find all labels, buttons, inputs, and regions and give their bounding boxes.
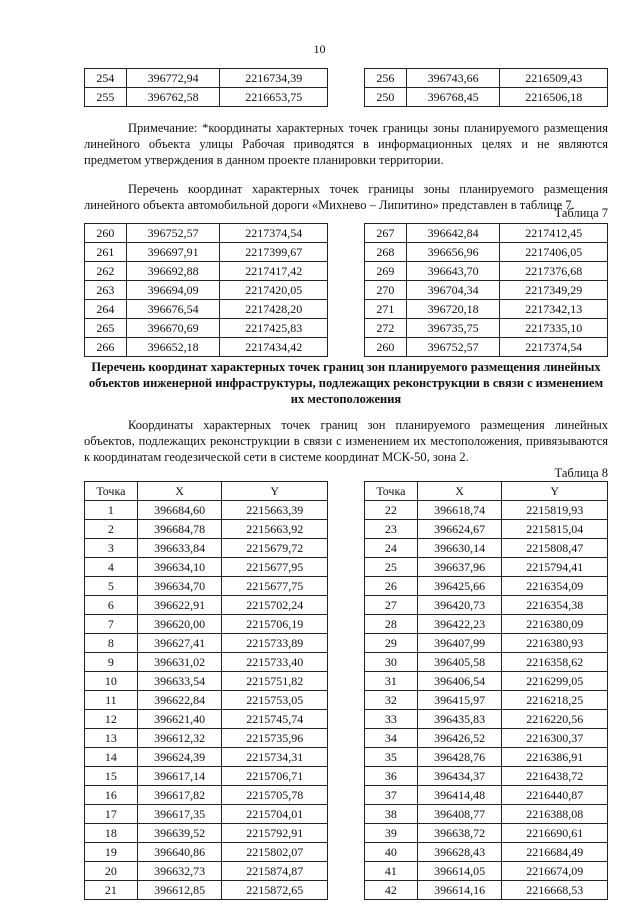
- y-coordinate-cell: 2215702,24: [222, 596, 328, 615]
- x-coordinate-cell: 396642,84: [406, 224, 500, 243]
- table-row: [365, 501, 608, 520]
- point-number-cell: 32: [365, 691, 418, 710]
- table-row: [85, 501, 328, 520]
- table-row: [365, 596, 608, 615]
- x-coordinate-cell: 396612,85: [137, 881, 222, 900]
- point-number-cell: 1: [85, 501, 138, 520]
- point-number-cell: 2: [85, 520, 138, 539]
- y-coordinate-cell: 2215706,71: [222, 767, 328, 786]
- x-coordinate-cell: 396638,72: [417, 824, 502, 843]
- y-coordinate-cell: 2216380,93: [502, 634, 608, 653]
- x-coordinate-cell: 396414,48: [417, 786, 502, 805]
- y-coordinate-cell: 2217349,29: [500, 281, 608, 300]
- y-coordinate-cell: 2215677,75: [222, 577, 328, 596]
- point-number-cell: 260: [85, 224, 127, 243]
- point-number-cell: 18: [85, 824, 138, 843]
- table-row: [85, 69, 328, 88]
- table-row: [365, 691, 608, 710]
- y-coordinate-cell: 2216220,56: [502, 710, 608, 729]
- table-row: [85, 262, 328, 281]
- table-row: [85, 710, 328, 729]
- y-coordinate-cell: 2215663,92: [222, 520, 328, 539]
- y-coordinate-cell: 2215733,89: [222, 634, 328, 653]
- x-coordinate-cell: 396762,58: [126, 88, 220, 107]
- x-coordinate-cell: 396624,67: [417, 520, 502, 539]
- table-row: [85, 843, 328, 862]
- x-coordinate-cell: 396694,09: [126, 281, 220, 300]
- y-coordinate-cell: 2215794,41: [502, 558, 608, 577]
- table-row: [365, 88, 608, 107]
- y-coordinate-cell: 2215815,04: [502, 520, 608, 539]
- x-coordinate-cell: 396614,16: [417, 881, 502, 900]
- x-coordinate-cell: 396624,39: [137, 748, 222, 767]
- list-intro-paragraph: Перечень координат характерных точек границы зоны планируемого размещения линейного объекта автомобильной дороги «Михнево – Липитино» представлен в таблице 7.: [84, 182, 608, 212]
- point-number-cell: 17: [85, 805, 138, 824]
- x-coordinate-cell: 396425,66: [417, 577, 502, 596]
- table-row: [365, 558, 608, 577]
- y-coordinate-cell: 2215735,96: [222, 729, 328, 748]
- x-coordinate-cell: 396426,52: [417, 729, 502, 748]
- table-row: [85, 243, 328, 262]
- x-coordinate-cell: 396692,88: [126, 262, 220, 281]
- x-coordinate-cell: 396637,96: [417, 558, 502, 577]
- table8-caption: Таблица 8: [554, 466, 608, 480]
- section-paragraph: Координаты характерных точек границ зон планируемого размещения линейных объектов, подлежащих реконструкции в связи с изменением их местоположения, привязываются к координатам геодезической сети в системе координат МСК-50, зона 2.: [84, 418, 608, 464]
- point-number-cell: 254: [85, 69, 127, 88]
- x-coordinate-cell: 396670,69: [126, 319, 220, 338]
- y-coordinate-cell: 2217428,20: [220, 300, 328, 319]
- point-number-cell: 28: [365, 615, 418, 634]
- table-row: [85, 653, 328, 672]
- table-row: [85, 729, 328, 748]
- table-row: [85, 88, 328, 107]
- table-row: [85, 596, 328, 615]
- x-coordinate-cell: 396634,70: [137, 577, 222, 596]
- y-coordinate-cell: 2217342,13: [500, 300, 608, 319]
- x-coordinate-cell: 396407,99: [417, 634, 502, 653]
- x-coordinate-cell: 396676,54: [126, 300, 220, 319]
- y-coordinate-cell: 2216218,25: [502, 691, 608, 710]
- x-coordinate-cell: 396634,10: [137, 558, 222, 577]
- x-coordinate-cell: 396405,58: [417, 653, 502, 672]
- point-number-cell: 270: [365, 281, 407, 300]
- table8-right: [364, 481, 608, 900]
- x-coordinate-cell: 396420,73: [417, 596, 502, 615]
- x-coordinate-cell: 396772,94: [126, 69, 220, 88]
- point-number-cell: 260: [365, 338, 407, 357]
- point-number-cell: 23: [365, 520, 418, 539]
- point-number-cell: 29: [365, 634, 418, 653]
- y-coordinate-cell: 2215705,78: [222, 786, 328, 805]
- y-coordinate-cell: 2217420,05: [220, 281, 328, 300]
- x-coordinate-cell: 396752,57: [406, 338, 500, 357]
- table-row: [85, 319, 328, 338]
- table-row: [365, 224, 608, 243]
- table-row: [85, 539, 328, 558]
- point-number-cell: 250: [365, 88, 407, 107]
- point-number-cell: 30: [365, 653, 418, 672]
- page-number: 10: [313, 42, 326, 56]
- x-coordinate-cell: 396684,60: [137, 501, 222, 520]
- point-number-cell: 25: [365, 558, 418, 577]
- y-coordinate-cell: 2215751,82: [222, 672, 328, 691]
- table-header-row: [365, 482, 608, 501]
- table-row: [365, 615, 608, 634]
- point-number-cell: 16: [85, 786, 138, 805]
- y-coordinate-cell: 2216684,49: [502, 843, 608, 862]
- point-number-cell: 262: [85, 262, 127, 281]
- y-coordinate-cell: 2215792,91: [222, 824, 328, 843]
- point-number-cell: 11: [85, 691, 138, 710]
- y-coordinate-cell: 2215745,74: [222, 710, 328, 729]
- y-coordinate-cell: 2216674,09: [502, 862, 608, 881]
- table-row: [365, 319, 608, 338]
- table-row: [85, 862, 328, 881]
- x-coordinate-cell: 396633,54: [137, 672, 222, 691]
- y-coordinate-cell: 2216734,39: [220, 69, 328, 88]
- point-number-cell: 10: [85, 672, 138, 691]
- x-coordinate-cell: 396618,74: [417, 501, 502, 520]
- y-coordinate-cell: 2217399,67: [220, 243, 328, 262]
- x-coordinate-cell: 396630,14: [417, 539, 502, 558]
- table-row: [365, 805, 608, 824]
- y-coordinate-cell: 2216354,38: [502, 596, 608, 615]
- point-number-cell: 5: [85, 577, 138, 596]
- x-coordinate-cell: 396720,18: [406, 300, 500, 319]
- table-row: [365, 539, 608, 558]
- point-number-cell: 22: [365, 501, 418, 520]
- point-number-cell: 35: [365, 748, 418, 767]
- y-coordinate-cell: 2215819,93: [502, 501, 608, 520]
- point-number-cell: 272: [365, 319, 407, 338]
- table-row: [365, 520, 608, 539]
- y-coordinate-cell: 2216668,53: [502, 881, 608, 900]
- x-coordinate-cell: 396422,23: [417, 615, 502, 634]
- x-coordinate-cell: 396768,45: [406, 88, 500, 107]
- x-coordinate-cell: 396627,41: [137, 634, 222, 653]
- point-number-cell: 31: [365, 672, 418, 691]
- table-row: [85, 786, 328, 805]
- table-row: [365, 843, 608, 862]
- point-number-cell: 19: [85, 843, 138, 862]
- table-row: [365, 786, 608, 805]
- y-coordinate-cell: 2216653,75: [220, 88, 328, 107]
- point-number-cell: 24: [365, 539, 418, 558]
- x-coordinate-cell: 396684,78: [137, 520, 222, 539]
- y-coordinate-cell: 2216509,43: [500, 69, 608, 88]
- column-header: X: [137, 482, 222, 501]
- y-coordinate-cell: 2215872,65: [222, 881, 328, 900]
- table-row: [365, 824, 608, 843]
- table-row: [365, 69, 608, 88]
- point-number-cell: 261: [85, 243, 127, 262]
- y-coordinate-cell: 2215733,40: [222, 653, 328, 672]
- y-coordinate-cell: 2215753,05: [222, 691, 328, 710]
- y-coordinate-cell: 2217374,54: [500, 338, 608, 357]
- y-coordinate-cell: 2217434,42: [220, 338, 328, 357]
- point-number-cell: 20: [85, 862, 138, 881]
- table-row: [85, 824, 328, 843]
- y-coordinate-cell: 2216388,08: [502, 805, 608, 824]
- y-coordinate-cell: 2216358,62: [502, 653, 608, 672]
- point-number-cell: 7: [85, 615, 138, 634]
- table-row: [85, 224, 328, 243]
- x-coordinate-cell: 396617,82: [137, 786, 222, 805]
- y-coordinate-cell: 2216440,87: [502, 786, 608, 805]
- x-coordinate-cell: 396752,57: [126, 224, 220, 243]
- column-header: X: [417, 482, 502, 501]
- x-coordinate-cell: 396406,54: [417, 672, 502, 691]
- y-coordinate-cell: 2215874,87: [222, 862, 328, 881]
- table-row: [365, 634, 608, 653]
- y-coordinate-cell: 2215663,39: [222, 501, 328, 520]
- point-number-cell: 4: [85, 558, 138, 577]
- top-table-right: [364, 68, 608, 107]
- point-number-cell: 15: [85, 767, 138, 786]
- table-row: [365, 338, 608, 357]
- x-coordinate-cell: 396735,75: [406, 319, 500, 338]
- table-row: [365, 577, 608, 596]
- column-header: Точка: [365, 482, 418, 501]
- point-number-cell: 266: [85, 338, 127, 357]
- point-number-cell: 33: [365, 710, 418, 729]
- table-row: [85, 338, 328, 357]
- table-row: [85, 615, 328, 634]
- y-coordinate-cell: 2215734,31: [222, 748, 328, 767]
- point-number-cell: 255: [85, 88, 127, 107]
- table-row: [85, 748, 328, 767]
- y-coordinate-cell: 2215808,47: [502, 539, 608, 558]
- point-number-cell: 38: [365, 805, 418, 824]
- section-heading: Перечень координат характерных точек границ зон планируемого размещения линейных объектов инженерной инфраструктуры, подлежащих реконструкции в связи с изменением их местоположения: [88, 360, 604, 406]
- point-number-cell: 34: [365, 729, 418, 748]
- point-number-cell: 41: [365, 862, 418, 881]
- y-coordinate-cell: 2216386,91: [502, 748, 608, 767]
- point-number-cell: 13: [85, 729, 138, 748]
- point-number-cell: 39: [365, 824, 418, 843]
- table-row: [85, 672, 328, 691]
- table-row: [365, 881, 608, 900]
- x-coordinate-cell: 396643,70: [406, 262, 500, 281]
- point-number-cell: 3: [85, 539, 138, 558]
- table-row: [85, 634, 328, 653]
- table-row: [365, 281, 608, 300]
- x-coordinate-cell: 396743,66: [406, 69, 500, 88]
- x-coordinate-cell: 396622,91: [137, 596, 222, 615]
- x-coordinate-cell: 396628,43: [417, 843, 502, 862]
- point-number-cell: 271: [365, 300, 407, 319]
- point-number-cell: 6: [85, 596, 138, 615]
- table7-caption: Таблица 7: [554, 206, 608, 220]
- column-header: Y: [502, 482, 608, 501]
- point-number-cell: 12: [85, 710, 138, 729]
- table-row: [365, 767, 608, 786]
- table8-left: [84, 481, 328, 900]
- x-coordinate-cell: 396704,34: [406, 281, 500, 300]
- y-coordinate-cell: 2217335,10: [500, 319, 608, 338]
- table-row: [85, 520, 328, 539]
- y-coordinate-cell: 2215802,07: [222, 843, 328, 862]
- point-number-cell: 36: [365, 767, 418, 786]
- table-row: [85, 577, 328, 596]
- y-coordinate-cell: 2216299,05: [502, 672, 608, 691]
- x-coordinate-cell: 396614,05: [417, 862, 502, 881]
- x-coordinate-cell: 396639,52: [137, 824, 222, 843]
- table7-left: [84, 223, 328, 357]
- table-row: [365, 300, 608, 319]
- y-coordinate-cell: 2217374,54: [220, 224, 328, 243]
- table-row: [85, 881, 328, 900]
- table-row: [365, 672, 608, 691]
- table-row: [85, 281, 328, 300]
- y-coordinate-cell: 2217412,45: [500, 224, 608, 243]
- table-row: [365, 653, 608, 672]
- point-number-cell: 264: [85, 300, 127, 319]
- x-coordinate-cell: 396633,84: [137, 539, 222, 558]
- table-row: [365, 862, 608, 881]
- y-coordinate-cell: 2215679,72: [222, 539, 328, 558]
- y-coordinate-cell: 2216438,72: [502, 767, 608, 786]
- x-coordinate-cell: 396640,86: [137, 843, 222, 862]
- point-number-cell: 40: [365, 843, 418, 862]
- y-coordinate-cell: 2217376,68: [500, 262, 608, 281]
- x-coordinate-cell: 396617,35: [137, 805, 222, 824]
- y-coordinate-cell: 2216354,09: [502, 577, 608, 596]
- x-coordinate-cell: 396620,00: [137, 615, 222, 634]
- point-number-cell: 263: [85, 281, 127, 300]
- x-coordinate-cell: 396415,97: [417, 691, 502, 710]
- x-coordinate-cell: 396652,18: [126, 338, 220, 357]
- column-header: Y: [222, 482, 328, 501]
- table-row: [85, 300, 328, 319]
- point-number-cell: 268: [365, 243, 407, 262]
- x-coordinate-cell: 396697,91: [126, 243, 220, 262]
- point-number-cell: 14: [85, 748, 138, 767]
- x-coordinate-cell: 396656,96: [406, 243, 500, 262]
- y-coordinate-cell: 2216506,18: [500, 88, 608, 107]
- y-coordinate-cell: 2217406,05: [500, 243, 608, 262]
- y-coordinate-cell: 2215704,01: [222, 805, 328, 824]
- point-number-cell: 265: [85, 319, 127, 338]
- table-row: [365, 262, 608, 281]
- table7-right: [364, 223, 608, 357]
- y-coordinate-cell: 2215706,19: [222, 615, 328, 634]
- point-number-cell: 267: [365, 224, 407, 243]
- point-number-cell: 42: [365, 881, 418, 900]
- point-number-cell: 9: [85, 653, 138, 672]
- table-row: [85, 691, 328, 710]
- y-coordinate-cell: 2217417,42: [220, 262, 328, 281]
- point-number-cell: 256: [365, 69, 407, 88]
- table-row: [365, 243, 608, 262]
- y-coordinate-cell: 2216690,61: [502, 824, 608, 843]
- table-row: [365, 729, 608, 748]
- point-number-cell: 269: [365, 262, 407, 281]
- x-coordinate-cell: 396631,02: [137, 653, 222, 672]
- table-row: [85, 558, 328, 577]
- x-coordinate-cell: 396612,32: [137, 729, 222, 748]
- y-coordinate-cell: 2216380,09: [502, 615, 608, 634]
- point-number-cell: 8: [85, 634, 138, 653]
- table-header-row: [85, 482, 328, 501]
- table-row: [365, 710, 608, 729]
- y-coordinate-cell: 2215677,95: [222, 558, 328, 577]
- x-coordinate-cell: 396435,83: [417, 710, 502, 729]
- point-number-cell: 27: [365, 596, 418, 615]
- point-number-cell: 26: [365, 577, 418, 596]
- note-paragraph: Примечание: *координаты характерных точек границы зоны планируемого размещения линейного объекта улицы Рабочая приводятся в информационных целях и не являются предметом утверждения в данном проекте планировки территории.: [84, 121, 608, 167]
- x-coordinate-cell: 396434,37: [417, 767, 502, 786]
- table-row: [365, 748, 608, 767]
- x-coordinate-cell: 396408,77: [417, 805, 502, 824]
- point-number-cell: 21: [85, 881, 138, 900]
- x-coordinate-cell: 396632,73: [137, 862, 222, 881]
- y-coordinate-cell: 2216300,37: [502, 729, 608, 748]
- column-header: Точка: [85, 482, 138, 501]
- table-row: [85, 767, 328, 786]
- point-number-cell: 37: [365, 786, 418, 805]
- x-coordinate-cell: 396621,40: [137, 710, 222, 729]
- y-coordinate-cell: 2217425,83: [220, 319, 328, 338]
- x-coordinate-cell: 396622,84: [137, 691, 222, 710]
- x-coordinate-cell: 396617,14: [137, 767, 222, 786]
- table-row: [85, 805, 328, 824]
- x-coordinate-cell: 396428,76: [417, 748, 502, 767]
- top-table-left: [84, 68, 328, 107]
